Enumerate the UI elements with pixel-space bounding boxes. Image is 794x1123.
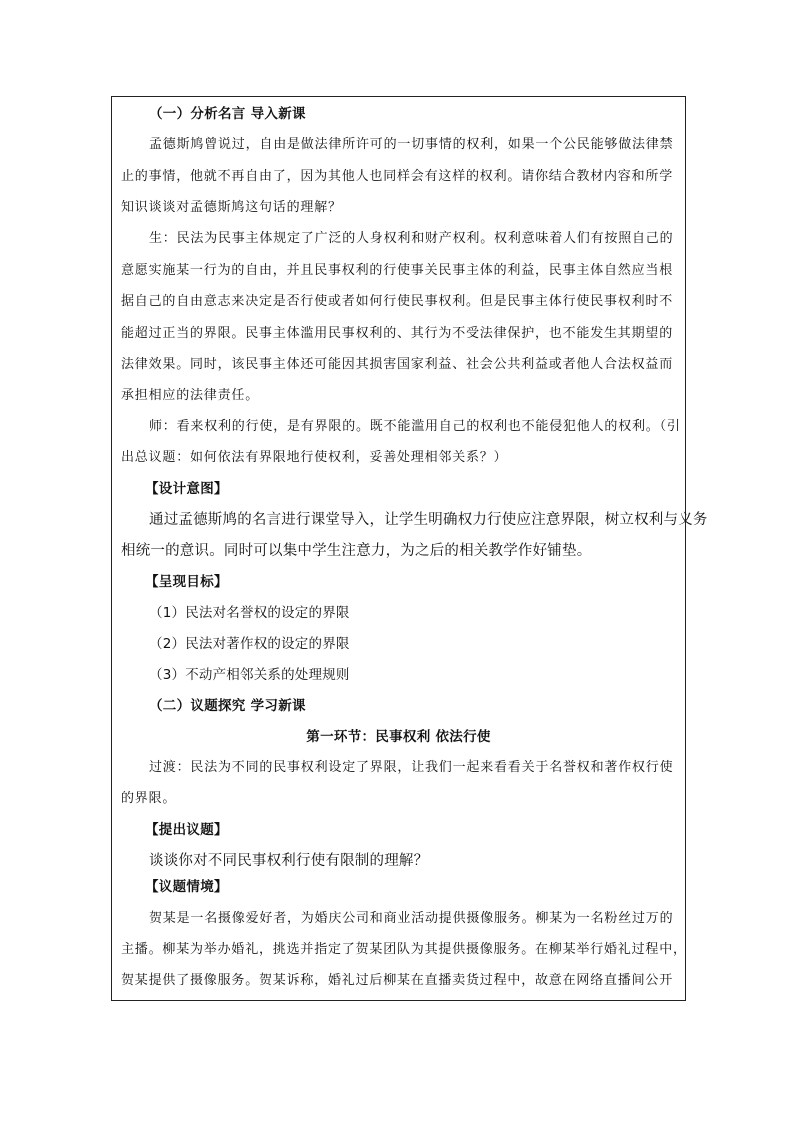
paragraph-line: 师：看来权利的行使，是有界限的。既不能滥用自己的权利也不能侵犯他人的权利。（引	[149, 419, 681, 434]
paragraph-line: 出总议题：如何依法有界限地行使权利，妥善处理相邻关系？）	[121, 450, 508, 465]
paragraph-line: 据自己的自由意志来决定是否行使或者如何行使民事权利。但是民事主体行使民事权利时不	[121, 294, 674, 309]
paragraph-line: （2）民法对著作权的设定的界限	[149, 636, 350, 652]
paragraph-line: 的界限。	[121, 791, 177, 806]
paragraph-line: 孟德斯鸠曾说过，自由是做法律所许可的一切事情的权利，如果一个公民能够做法律禁	[149, 137, 674, 152]
paragraph-line: 止的事情，他就不再自由了，因为其他人也同样会有这样的权利。请你结合教材内容和所学	[121, 169, 674, 184]
paragraph-line: 贺某提供了摄像服务。贺某诉称，婚礼过后柳某在直播卖货过程中，故意在网络直播间公开	[121, 973, 674, 988]
section-heading: 【议题情境】	[145, 879, 228, 895]
section-heading: 【提出议题】	[145, 822, 228, 838]
paragraph-line: 通过孟德斯鸠的名言进行课堂导入，让学生明确权力行使应注意界限，树立权利与义务	[149, 512, 708, 528]
paragraph-line: 意愿实施某一行为的自由，并且民事权利的行使事关民事主体的利益，民事主体自然应当根	[121, 263, 674, 278]
section-heading: 【设计意图】	[145, 481, 228, 497]
section-heading: 第一环节：民事权利 依法行使	[306, 729, 491, 745]
paragraph-line: （1）民法对名誉权的设定的界限	[149, 605, 350, 621]
paragraph-line: （3）不动产相邻关系的处理规则	[149, 667, 350, 683]
paragraph-line: 主播。柳某为举办婚礼，挑选并指定了贺某团队为其提供摄像服务。在柳某举行婚礼过程中，	[121, 942, 687, 957]
paragraph-line: 贺某是一名摄像爱好者，为婚庆公司和商业活动提供摄像服务。柳某为一名粉丝过万的	[149, 911, 674, 926]
section-heading: （一）分析名言 导入新课	[149, 106, 306, 122]
paragraph-line: 知识谈谈对孟德斯鸠这句话的理解？	[121, 200, 342, 215]
paragraph-line: 谈谈你对不同民事权利行使有限制的理解？	[149, 853, 429, 869]
section-heading: 【呈现目标】	[145, 574, 228, 590]
paragraph-line: 承担相应的法律责任。	[121, 388, 260, 403]
paragraph-line: 相统一的意识。同时可以集中学生注意力，为之后的相关教学作好铺垫。	[121, 543, 592, 559]
document-table-cell	[111, 96, 708, 1001]
paragraph-line: 能超过正当的界限。民事主体滥用民事权利的、其行为不受法律保护，也不能发生其期望的	[121, 326, 674, 341]
paragraph-line: 过渡：民法为不同的民事权利设定了界限，让我们一起来看看关于名誉权和著作权行使	[149, 760, 674, 775]
paragraph-line: 法律效果。同时，该民事主体还可能因其损害国家利益、社会公共利益或者他人合法权益而	[121, 357, 674, 372]
paragraph-line: 生：民法为民事主体规定了广泛的人身权利和财产权利。权利意味着人们有按照自己的	[149, 231, 674, 246]
section-heading: （二）议题探究 学习新课	[149, 698, 306, 714]
